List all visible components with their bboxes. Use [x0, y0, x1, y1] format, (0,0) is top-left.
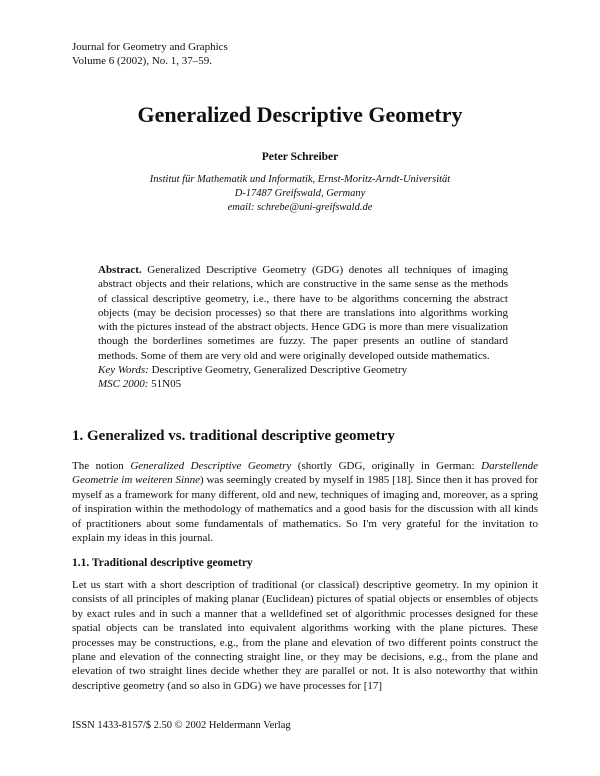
affiliation-email: email: schrebe@uni-greifswald.de: [227, 202, 373, 213]
journal-name: Journal for Geometry and Graphics: [72, 41, 228, 53]
keywords-line: [98, 363, 508, 377]
abstract-label: Abstract.: [98, 264, 142, 276]
paper-title: Generalized Descriptive Geometry: [137, 102, 463, 127]
journal-volume: Volume 6 (2002), No. 1, 37–59.: [72, 55, 213, 67]
abstract-text: Generalized Descriptive Geometry (GDG) denotes all techniques of imaging abstract objects and their relations, which are constructive in the same sense as the methods of classical descriptive geometry, i.e., there have to be algorithms concerning the abstract objects (may be decision processes) so that there are translations into algorithms working with the pictures instead of the abstract objects. Hence GDG is more than mere visualization though the borderlines sometimes are fuzzy. The paper presents an outline of standard methods. Some of them are very old and were originally developed outside mathematics.: [98, 264, 508, 362]
p1-term-gdg: Generalized Descriptive Geometry: [130, 460, 292, 472]
keywords-label: Key Words:: [98, 364, 149, 377]
p1-text-a: The notion: [72, 460, 131, 472]
msc-code: 51N05: [151, 378, 182, 391]
affiliation-institute: Institut für Mathematik und Informatik, Ernst-Moritz-Arndt-Universität: [149, 174, 451, 185]
author-name: Peter Schreiber: [261, 151, 339, 163]
section-1-paragraph: [72, 459, 538, 545]
section-1-heading: 1. Generalized vs. traditional descriptive geometry: [72, 428, 395, 444]
subsection-1-1-heading: 1.1. Traditional descriptive geometry: [72, 557, 253, 569]
abstract-paragraph: [98, 263, 508, 363]
keywords-text: Descriptive Geometry, Generalized Descriptive Geometry: [151, 364, 408, 377]
footer-issn: ISSN 1433-8157/$ 2.50 © 2002 Heldermann Verlag: [72, 720, 291, 731]
affiliation: [0, 173, 600, 215]
p1-term-german: Darstellende Geometrie im weiteren Sinne: [72, 460, 538, 487]
p1-text-e: ) was seemingly created by myself in 1985 [18]. Since then it has proved for myself as a framework for many different, old and new, techniques of imaging and, moreover, as a spring of inspiration within the methodology of mathematics and a good basis for the discussion with all kinds of practitioners about some fundamentals of mathematics. So I'm very grateful for the invitation to explain my ideas in this journal.: [72, 474, 538, 545]
abstract-block: [98, 263, 508, 392]
journal-header: [72, 40, 228, 68]
subsection-1-1-paragraph: Let us start with a short description of traditional (or classical) descriptive geometry. In my opinion it consists of all principles of making planar (Euclidean) pictures of spatial objects or ensembles of objects by exact rules and in such a manner that a welldefined set of algorithmic processes designed for these spatial objects can be translated into equivalent algorithms working with the plane pictures. These processes may be constructions, e.g., from the plane and elevation of two different points construct the plane and elevation of the connecting straight line, or they may be decisions, e.g., from the plane and elevation of two straight lines decide whether they are parallel or not. It is also noteworthy that within descriptive geometry (and so also in GDG) we have processes for [17]: [72, 579, 538, 692]
p1-text-c: (shortly GDG, originally in German:: [291, 460, 482, 472]
affiliation-city: D-17487 Greifswald, Germany: [234, 188, 366, 199]
msc-line: [98, 377, 508, 391]
msc-label: MSC 2000:: [98, 378, 149, 391]
